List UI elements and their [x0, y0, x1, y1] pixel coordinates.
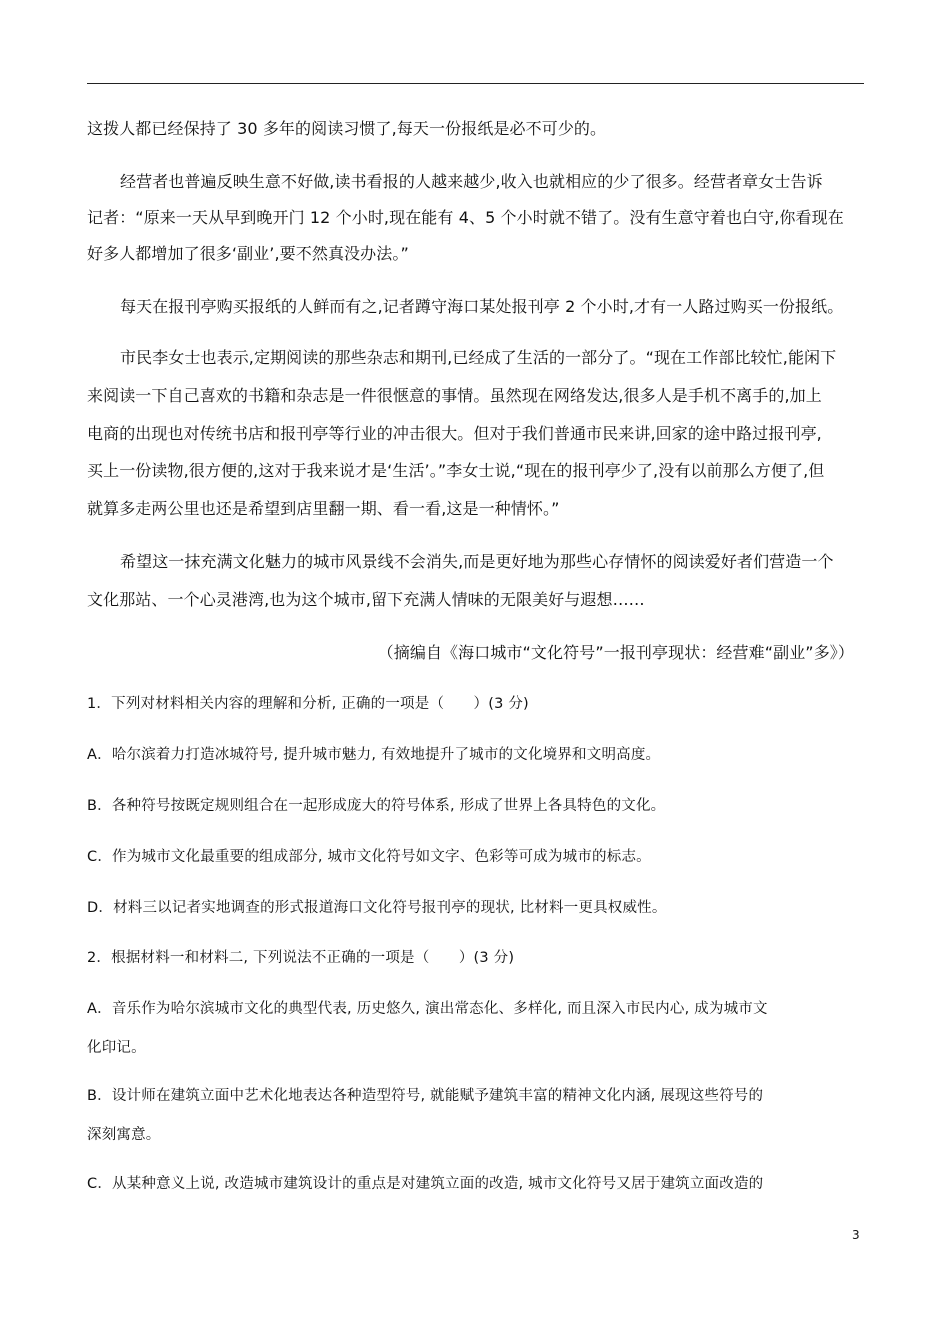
passage-p4-line3: 电商的出现也对传统书店和报刊亭等行业的冲击很大。但对于我们普通市民来讲,回家的途中路过报刊亭, [87, 424, 822, 443]
question-2-option-a-line1: A．音乐作为哈尔滨城市文化的典型代表, 历史悠久, 演出常态化、多样化, 而且深入市民内心, 成为城市文 [87, 1001, 768, 1017]
question-1-option-a: A．哈尔滨着力打造冰城符号, 提升城市魅力, 有效地提升了城市的文化境界和文明高度。 [87, 747, 661, 763]
passage-p2-line1: 经营者也普遍反映生意不好做,读书看报的人越来越少,收入也就相应的少了很多。经营者章女士告诉 [120, 172, 823, 191]
passage-p5-line2: 文化那站、一个心灵港湾,也为这个城市,留下充满人情味的无限美好与遐想…… [87, 590, 645, 609]
passage-p4-line2: 来阅读一下自己喜欢的书籍和杂志是一件很惬意的事情。虽然现在网络发达,很多人是手机不离手的,加上 [87, 386, 822, 405]
passage-p1-line1: 这拨人都已经保持了 30 多年的阅读习惯了,每天一份报纸是必不可少的。 [87, 119, 607, 138]
question-2-option-b-line1: B．设计师在建筑立面中艺术化地表达各种造型符号, 就能赋予建筑丰富的精神文化内涵, 展现这些符号的 [87, 1088, 764, 1104]
passage-source: （摘编自《海口城市“文化符号”一报刊亭现状：经营难“副业”多》） [377, 643, 854, 662]
passage-p4-line4: 买上一份读物,很方便的,这对于我来说才是‘生活’。”李女士说,“现在的报刊亭少了,没有以前那么方便了,但 [87, 461, 825, 480]
header-rule [87, 83, 864, 84]
passage-p4-line1: 市民李女士也表示,定期阅读的那些杂志和期刊,已经成了生活的一部分了。“现在工作部比较忙,能闲下 [120, 348, 837, 367]
passage-p3-line1: 每天在报刊亭购买报纸的人鲜而有之,记者蹲守海口某处报刊亭 2 个小时,才有一人路过购买一份报纸。 [120, 297, 844, 316]
question-2-option-b-line2: 深刻寓意。 [87, 1127, 161, 1143]
passage-p2-line2: 记者：“原来一天从早到晚开门 12 个小时,现在能有 4、5 个小时就不错了。没有生意守着也白守,你看现在 [87, 208, 844, 227]
question-1-stem: 1．下列对材料相关内容的理解和分析, 正确的一项是（ ）(3 分) [87, 696, 529, 712]
question-1-option-d: D．材料三以记者实地调查的形式报道海口文化符号报刊亭的现状, 比材料一更具权威性。 [87, 900, 667, 916]
passage-p5-line1: 希望这一抹充满文化魅力的城市风景线不会消失,而是更好地为那些心存情怀的阅读爱好者们营造一个 [120, 552, 834, 571]
question-1-option-b: B．各种符号按既定规则组合在一起形成庞大的符号体系, 形成了世界上各具特色的文化。 [87, 798, 666, 814]
question-2-option-c-line1: C．从某种意义上说, 改造城市建筑设计的重点是对建筑立面的改造, 城市文化符号又居于建筑立面改造的 [87, 1176, 764, 1192]
question-2-option-a-line2: 化印记。 [87, 1040, 146, 1056]
page-number: 3 [852, 1228, 860, 1242]
passage-p4-line5: 就算多走两公里也还是希望到店里翻一期、看一看,这是一种情怀。” [87, 499, 560, 518]
question-2-stem: 2．根据材料一和材料二, 下列说法不正确的一项是（ ）(3 分) [87, 950, 515, 966]
question-1-option-c: C．作为城市文化最重要的组成部分, 城市文化符号如文字、色彩等可成为城市的标志。 [87, 849, 651, 865]
passage-p2-line3: 好多人都增加了很多‘副业’,要不然真没办法。” [87, 244, 409, 263]
